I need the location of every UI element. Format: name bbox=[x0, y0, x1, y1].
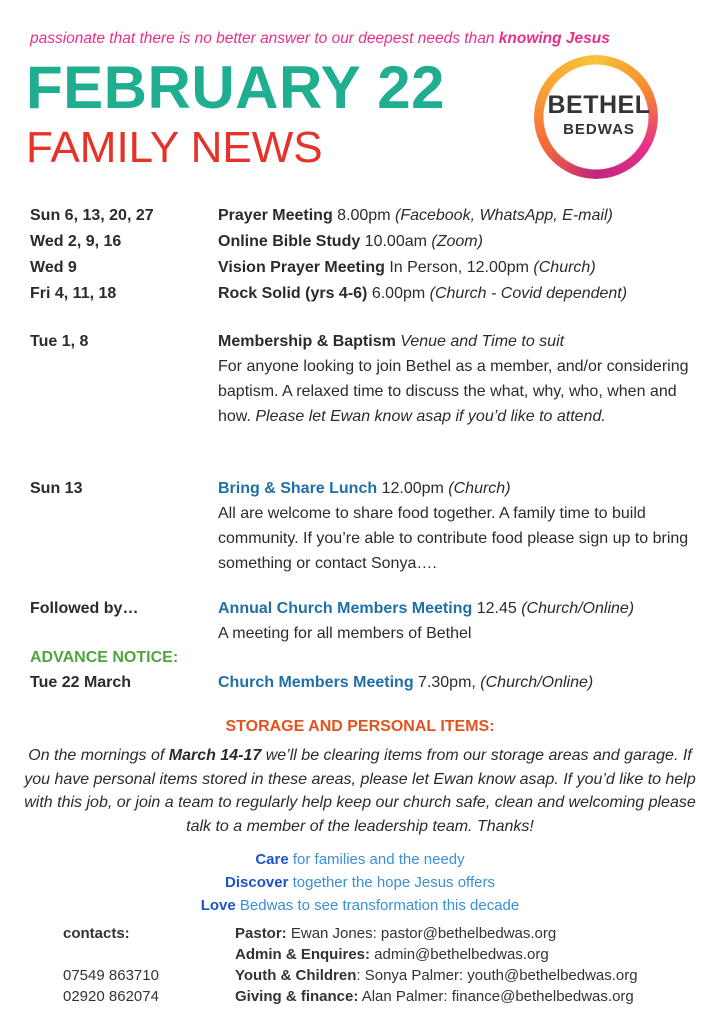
event-name: Bring & Share Lunch bbox=[218, 480, 378, 497]
storage-pre: On the mornings of bbox=[28, 747, 169, 764]
event-date: Sun 13 bbox=[30, 480, 83, 497]
event-desc bbox=[218, 229, 700, 254]
event-desc bbox=[218, 281, 700, 306]
contact-detail: Alan Palmer: finance@bethelbedwas.org bbox=[358, 988, 634, 1005]
event-date: Fri 4, 11, 18 bbox=[30, 285, 117, 302]
contact-detail: admin@bethelbedwas.org bbox=[370, 946, 549, 963]
contacts-label-text: contacts: bbox=[63, 925, 130, 942]
event-body: A meeting for all members of Bethel bbox=[218, 625, 472, 642]
value-word: Love bbox=[200, 897, 236, 914]
event-name: Membership & Baptism bbox=[218, 333, 396, 350]
event-body: All are welcome to share food together. A family time to build community. If you’re able to contribute food please sign up to bring something or contact Sonya…. bbox=[218, 505, 689, 572]
logo-line-1: BETHEL bbox=[547, 91, 651, 119]
advance-notice-label: ADVANCE NOTICE: bbox=[30, 649, 179, 666]
event-name: Prayer Meeting bbox=[218, 207, 333, 224]
contact-role: Pastor: bbox=[235, 925, 287, 942]
event-name: Church Members Meeting bbox=[218, 674, 414, 691]
event-date: Tue 22 March bbox=[30, 674, 132, 691]
event-date: Tue 1, 8 bbox=[30, 333, 89, 350]
event-note: (Church/Online) bbox=[480, 674, 594, 691]
event-body-italic: Please let Ewan know asap if you’d like to attend. bbox=[255, 408, 606, 425]
contact-line bbox=[235, 967, 638, 984]
contact-role: Giving & finance: bbox=[235, 988, 359, 1005]
event-note: (Church - Covid dependent) bbox=[429, 285, 628, 302]
event-note: (Facebook, WhatsApp, E-mail) bbox=[394, 207, 613, 224]
event-time: 8.00pm bbox=[332, 207, 395, 224]
bethel-logo bbox=[528, 55, 670, 179]
tagline-text: passionate that there is no better answer to our deepest needs than bbox=[30, 30, 499, 47]
event-desc bbox=[218, 596, 700, 646]
logo-line-2: BEDWAS bbox=[563, 121, 635, 138]
contact-line bbox=[235, 925, 556, 942]
tagline bbox=[30, 30, 610, 48]
event-date: Sun 6, 13, 20, 27 bbox=[30, 207, 154, 224]
value-discover bbox=[0, 874, 720, 891]
value-word: Care bbox=[255, 851, 289, 868]
contacts-label bbox=[63, 925, 130, 942]
contact-line bbox=[235, 946, 549, 963]
event-time: In Person, 12.00pm bbox=[384, 259, 534, 276]
tagline-emphasis: knowing Jesus bbox=[498, 30, 610, 47]
page-subtitle: FAMILY NEWS bbox=[26, 123, 323, 172]
contact-detail: : Sonya Palmer: youth@bethelbedwas.org bbox=[356, 967, 638, 984]
event-note: (Zoom) bbox=[431, 233, 483, 250]
event-desc bbox=[218, 255, 700, 280]
page-title: FEBRUARY 22 bbox=[26, 54, 445, 121]
storage-body bbox=[20, 744, 700, 838]
phone-number: 02920 862074 bbox=[63, 988, 159, 1005]
storage-dates: March 14-17 bbox=[168, 747, 262, 764]
event-note: Venue and Time to suit bbox=[395, 333, 565, 350]
event-time: 10.00am bbox=[360, 233, 432, 250]
event-body: For anyone looking to join Bethel as a member, and/or considering baptism. A relaxed time to discuss the what, why, who, when and how. bbox=[218, 358, 689, 425]
phone-number: 07549 863710 bbox=[63, 967, 159, 984]
event-name: Annual Church Members Meeting bbox=[218, 600, 473, 617]
event-note: (Church) bbox=[533, 259, 596, 276]
event-desc bbox=[218, 476, 700, 576]
contact-role: Youth & Children bbox=[235, 967, 357, 984]
event-name: Vision Prayer Meeting bbox=[218, 259, 385, 276]
event-date: Wed 2, 9, 16 bbox=[30, 233, 122, 250]
storage-heading: STORAGE AND PERSONAL ITEMS: bbox=[225, 718, 495, 735]
event-name: Rock Solid (yrs 4-6) bbox=[218, 285, 368, 302]
value-text: Bedwas to see transformation this decade bbox=[235, 897, 520, 914]
value-word: Discover bbox=[225, 874, 289, 891]
event-time: 7.30pm, bbox=[413, 674, 481, 691]
event-desc bbox=[218, 203, 700, 228]
value-text: together the hope Jesus offers bbox=[288, 874, 495, 891]
contact-detail: Ewan Jones: pastor@bethelbedwas.org bbox=[286, 925, 557, 942]
value-care bbox=[0, 851, 720, 868]
event-note: (Church/Online) bbox=[521, 600, 635, 617]
contact-line bbox=[235, 988, 634, 1005]
event-date: Followed by… bbox=[30, 600, 139, 617]
event-time: 12.00pm bbox=[377, 480, 449, 497]
event-time: 6.00pm bbox=[367, 285, 430, 302]
event-desc bbox=[218, 670, 700, 695]
event-desc bbox=[218, 329, 700, 429]
contact-role: Admin & Enquires: bbox=[235, 946, 371, 963]
value-text: for families and the needy bbox=[288, 851, 465, 868]
event-note: (Church) bbox=[448, 480, 511, 497]
event-time: 12.45 bbox=[472, 600, 522, 617]
event-date: Wed 9 bbox=[30, 259, 77, 276]
value-love bbox=[0, 897, 720, 914]
storage-text: we’ll be clearing items from our storage areas and garage. If you have personal items stored in these areas, please let Ewan know asap. If you’d like to help with this job, or join a team to regularly help keep our church safe, clean and welcoming please talk to a member of the leadership team. Thanks! bbox=[24, 747, 696, 835]
event-name: Online Bible Study bbox=[218, 233, 361, 250]
